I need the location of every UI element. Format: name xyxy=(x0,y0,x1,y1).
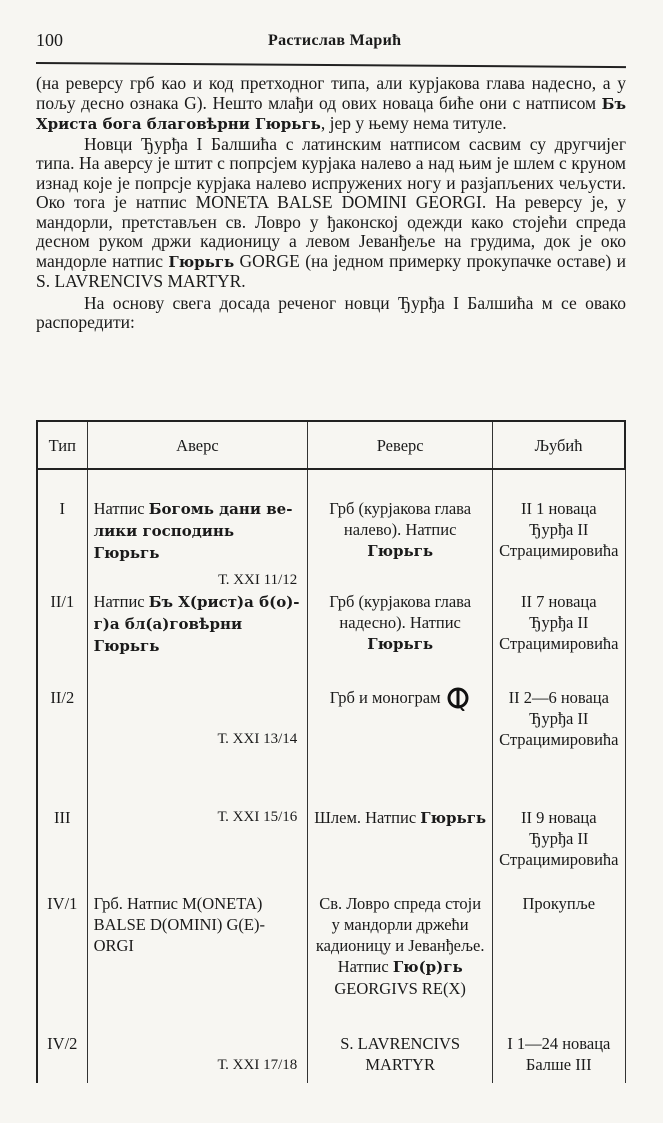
revers-text-latin: GEORGIVS RE(X) xyxy=(334,979,466,998)
header-rule xyxy=(36,62,626,68)
cell-avers xyxy=(87,687,308,807)
old-slavonic-inscription: Гю(р)гь xyxy=(392,958,463,976)
table-row xyxy=(37,1033,625,1083)
cell-avers xyxy=(87,1033,308,1083)
table-row xyxy=(37,591,625,687)
old-slavonic-inscription: Гюрьгь xyxy=(367,542,434,560)
cell-ljubic: II 2—6 новаца Ђурђа II Страцимировића xyxy=(493,687,625,807)
cell-ljubic: Прокупље xyxy=(493,893,625,1033)
table-row xyxy=(37,498,625,591)
column-header-avers: Аверс xyxy=(87,421,308,469)
column-header-revers: Реверс xyxy=(308,421,493,469)
cell-ljubic: II 1 новаца Ђурђа II Страцимировића xyxy=(493,498,625,591)
table-row xyxy=(37,807,625,893)
cell-type: IV/1 xyxy=(37,893,87,1033)
cell-revers xyxy=(308,893,493,1033)
plate-reference: Т. XXI 13/14 xyxy=(217,731,298,747)
plate-reference: Т. XXI 17/18 xyxy=(217,1057,298,1073)
plate-reference: Т. XXI 11/12 xyxy=(218,572,298,588)
running-title: Растислав Марић xyxy=(268,32,402,49)
revers-text: Шлем. Натпис xyxy=(314,808,421,827)
cell-type: III xyxy=(37,807,87,893)
cell-revers: S. LAVRENCIVS MARTYR xyxy=(308,1033,493,1083)
paragraph-3: На основу свега досада реченог новци Ђурђа I Балшића м се овако распоредити: xyxy=(36,292,626,332)
plate-reference: Т. XXI 15/16 xyxy=(217,809,298,825)
paragraph-1 xyxy=(36,74,626,135)
cell-type: II/2 xyxy=(37,687,87,807)
coin-types-table xyxy=(36,420,626,1083)
cell-avers xyxy=(87,591,308,687)
paragraph-2-text-a: Новци Ђурђа I Балшића с латинским натписом сасвим су другчијег типа. На аверсу је штит с попрсјем курјака налево а над њим је шлем с круном изнад које је попрсје курјака налево испружених ногу и разјапљених чељусти. Око тога је натпис MONETA BALSE DOMINI GEORGI. На реверсу је, у мандорли, претстављен св. Ловро у ђаконској одежди како стојећи спреда десном руком држи кадионицу а левом Јеванђеље на грудима, док је око мандорле натпис xyxy=(36,133,626,271)
old-slavonic-inscription: Гюрьгь xyxy=(420,809,487,827)
cell-revers xyxy=(308,591,493,687)
table-row xyxy=(37,687,625,807)
table-row xyxy=(37,893,625,1033)
cell-revers xyxy=(308,687,493,807)
cell-revers xyxy=(308,498,493,591)
cell-type: I xyxy=(37,498,87,591)
column-header-ljubic: Љубић xyxy=(493,421,625,469)
column-header-type: Тип xyxy=(37,421,87,469)
old-slavonic-inscription: Бъ Христа бога благовѣрни Гюрьгь xyxy=(36,94,626,133)
revers-text: Грб (курјакова глава надесно). Натпис xyxy=(329,592,472,632)
table-header-row xyxy=(37,421,625,469)
revers-text: Грб (курјакова глава налево). Натпис xyxy=(329,499,472,539)
cell-revers xyxy=(308,807,493,893)
page-number: 100 xyxy=(36,30,63,50)
avers-text: Натпис xyxy=(93,499,149,518)
cell-ljubic: II 7 новаца Ђурђа II Страцимировића xyxy=(493,591,625,687)
cell-ljubic: II 9 новаца Ђурђа II Страцимировића xyxy=(493,807,625,893)
cell-type: II/1 xyxy=(37,591,87,687)
old-slavonic-inscription: Богомь дани ве-лики господинь Гюрьгь xyxy=(93,500,293,562)
cell-avers xyxy=(87,807,308,893)
cell-avers xyxy=(87,498,308,591)
cell-ljubic: I 1—24 новаца Балше III xyxy=(493,1033,625,1083)
revers-text: Грб и монограм xyxy=(329,688,441,707)
paragraph-1-text-b: , јер у њему нема титуле. xyxy=(320,113,507,133)
revers-text: Св. Ловро спреда стоји у мандорли држећи кадионицу и Јеванђеље. Натпис xyxy=(315,894,485,976)
paragraph-2 xyxy=(36,135,626,292)
old-slavonic-inscription: Гюрьгь xyxy=(367,635,434,653)
body-text xyxy=(36,74,626,333)
monogram-icon xyxy=(447,687,471,711)
avers-text: Натпис xyxy=(93,592,149,611)
paragraph-2-text-b: GORGE (на једном примерку прокупачке оставе) и S. LAVRENCIVS MARTYR. xyxy=(36,250,626,291)
cell-type: IV/2 xyxy=(37,1033,87,1083)
paragraph-1-text-a: (на реверсу грб као и код претходног типа, али курјакова глава надесно, а у пољу десно ознака G). Нешто млађи од ових новаца биће они с натписом xyxy=(36,73,626,113)
cell-avers: Грб. Натпис M(ONETA) BALSE D(OMINI) G(E)-ORGI xyxy=(87,893,308,1033)
old-slavonic-inscription: Гюрьгь xyxy=(168,252,235,271)
old-slavonic-inscription: Бъ Х(рист)а б(о)-г)а бл(а)говѣрни Гюрьгь xyxy=(93,593,300,655)
